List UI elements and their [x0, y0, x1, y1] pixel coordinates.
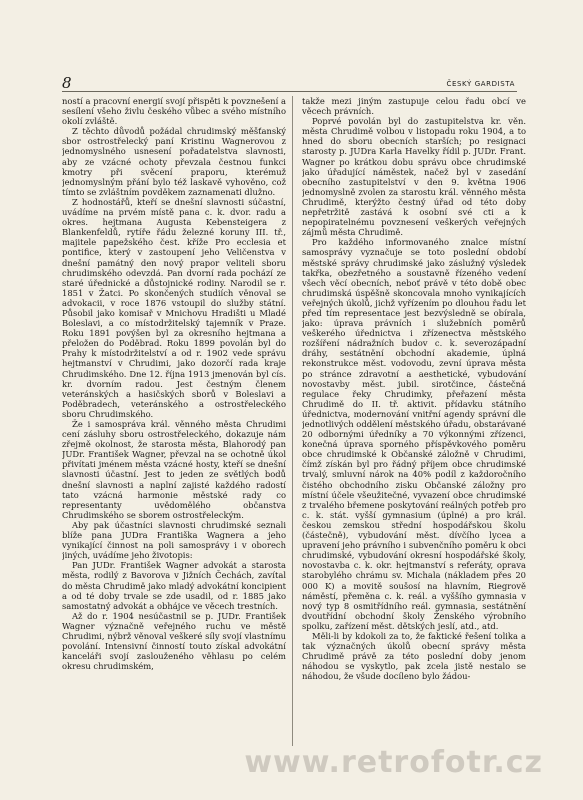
right-column [302, 96, 526, 746]
left-column [62, 96, 286, 746]
paragraph: ností a pracovní energií svojí přispěti k povznešení a sesílení všeho živlu českého vůbec a svého místního okolí zvláště. [62, 96, 286, 127]
paragraph: Z hodnostářů, kteří se dnešní slavnosti súčastní, uvádíme na prvém místě pana c. k. dvor. radu a okres. hejtmana Augusta Kebensteigera z Blankenfeldů, rytíře řádu železné koruny III. tř., majitele papežského čest. kříže Pro ecclesia et pontifice, který v zastoupení jeho Veličenstva v dnešní památný den nový prapor veliteli sboru chrudimského odevzdá. Pan dvorní rada pochází ze staré úřednické a důstojnické rodiny. Narodil se r. 1851 v Žatci. Po skončených studiích věnoval se advokacii, v roce 1876 vstoupil do služby státní. Působil jako komisař v Mnichovu Hradišti u Mladé Boleslavi, a co místodržitelský tajemník v Praze. Roku 1891 povýšen byl za okresního hejtmana a přeložen do Poděbrad. Roku 1899 povolán byl do Prahy k místodržitelství a od r. 1902 vede správu hejtmanství v Chrudimi, jako dozorčí rada kraje Chrudimského. Dne 12. října 1913 jmenován byl cís. kr. dvorním radou. Jest čestným členem veteránských a hasičských sborů v Boleslavi a Poděbradech, veteránského a ostrostřeleckého sboru Chrudimského. [62, 196, 286, 419]
running-title: ČESKÝ GARDISTA [446, 80, 515, 88]
paragraph: takže mezi jiným zastupuje celou řadu obcí ve věcech právních. [302, 96, 526, 117]
page-number: 8 [62, 74, 72, 92]
paragraph: Pan JUDr. František Wagner advokát a starosta města, rodilý z Bavorova v Jižních Čechách, zavítal do města Chrudimě jako mladý advokátní koncipient a od té doby trvale se zde usadil, od r. 1885 jako samostatný advokát a obhájce ve věcech trestních. [62, 560, 286, 611]
paragraph: Z těchto důvodů požádal chrudimský měšťanský sbor ostrostřelecký paní Kristinu Wagnerovou z jednomyslného usnesení pořadatelstva slavnosti, aby ze vzácné ochoty převzala čestnou funkci kmotry při svěcení praporu, kterémuž jednomyslným přání bylo též laskavě vyhověno, což tímto se zvláštním povděkem zaznamenati dlužno. [62, 126, 286, 197]
paragraph: Aby pak účastníci slavnosti chrudimské seznali blíže pana JUDra Františka Wagnera a jeho vynikající činnost na poli samosprávy i v oborech jiných, uvádíme jeho životopis: [62, 519, 286, 561]
paragraph: Poprvé povolán byl do zastupitelstva kr. věn. města Chrudimě volbou v listopadu roku 1904, a to hned do sboru obecních starších; po resignaci starosty p. JUDra Karla Havelky řídil p. JUDr. Frant. Wagner po krátkou dobu správu obce chrudimské jako úřadující náměstek, načež byl v zasedání obecního zastupitelství v den 9. května 1906 jednomyslně zvolen za starostu král. věnného města Chrudimě, kterýžto čestný úřad od této doby nepřetržitě zastává k osobní své cti a k nepopiratelnému povznesení veškerých veřejných zájmů města Chrudimě. [302, 116, 526, 238]
watermark: www.retrofotr.cz [244, 745, 543, 780]
column-divider [292, 96, 293, 746]
header-rule [62, 91, 517, 92]
paragraph: Až do r. 1904 nesúčastnil se p. JUDr. František Wagner význačně veřejného ruchu ve městě Chrudimi, nýbrž věnoval veškeré síly svojí vlastnímu povolání. Intensivní činností touto získal advokátní kanceláři svojí zaslouženého věhlasu po celém okresu chrudimském, [62, 610, 286, 672]
paragraph: Měli-li by kdokoli za to, že faktické řešení tolika a tak význačných úkolů obecní správy města Chrudimě právě za této poslední doby jenom náhodou se vyskytlo, pak zcela jistě nestalo se náhodou, že všude docíleno bylo žádou- [302, 630, 526, 682]
paragraph: Pro každého informovaného znalce místní samosprávy vyznačuje se toto poslední období městské správy chrudimské jako záslužný výsledek takřka, obezřetného a soustavně řízeného vedení všech věcí obecních, neboť právě v této době obec chrudimská úspěšně skoncovala mnoho vynikajících veřejných úkolů, jichž vyřízením po dlouhou řadu let před tím representace jest bezvýsledně se obírala, jako: úprava právních i služebních poměrů veškerého úřednictva i zřízenectva městského rozšíření nádražních budov c. k. severozápadní dráhy, sestátnění obchodní akademie, úplná rekonstrukce měst. vodovodu, zevní úprava města po stránce zdravotní a aesthetické, vybudování novostavby měst. jubil. sirotčince, částečná regulace řeky Chrudimky, přeřazení města Chrudimě do II. tř. aktivit. přídavku státního úřednictva, modernování vnitřní agendy správní dle jednotlivých oddělení městského úřadu, obstarávané 20 odbornými úředníky a 70 výkonnými zřízenci, konečná úprava sporného příspěvkového poměru obce chrudimské k Občanské záložně v Chrudimi, čímž získán byl pro řádný příjem obce chrudimské trvalý, smluvní nárok na 40% podíl z každoročního čistého obchodního zisku Občanské záložny pro místní účele všeužitečné, vyvazení obce chrudimské z trvalého břemene poskytování reálných potřeb pro c. k. stát. vyšší gymnasium (úplné) a pro král. českou zemskou střední hospodářskou školu (částečně), vybudování měst. dívčího lycea a upravení jeho právního i subvenčního poměru k obci chrudimské, vybudování okresní hospodářské školy, novostavba c. k. okr. hejtmanství s referáty, oprava starobylého chrámu sv. Michala (nákladem přes 20 000 K) a movitě soušosí na hlavním, Riegrově náměstí, přeměna c. k. reál. a vyššího gymnasia v nový typ 8 osmitřídního reál. gymnasia, sestátnění dvoutřídní obchodní školy Ženského výrobního spolku, zařízení měst. dětských jeslí, atd., atd. [302, 237, 526, 631]
paragraph: Že i samospráva král. věnného města Chrudimi cení zásluhy sboru ostrostřeleckého, dokazuje nám zřejmě okolnost, že starosta města, Blahorodý pan JUDr. František Wagner, převzal na se ochotně úkol přivítati jménem města vzácné hosty, kteří se dnešní slavnosti účastní. Jest to jeden ze světlých bodů dnešní slavnosti a naplní zajisté každého radostí tato vzácná harmonie městské rady co representanty uvědomělého občanstva Chrudimského se sborem ostrostřeleckým. [62, 419, 286, 520]
